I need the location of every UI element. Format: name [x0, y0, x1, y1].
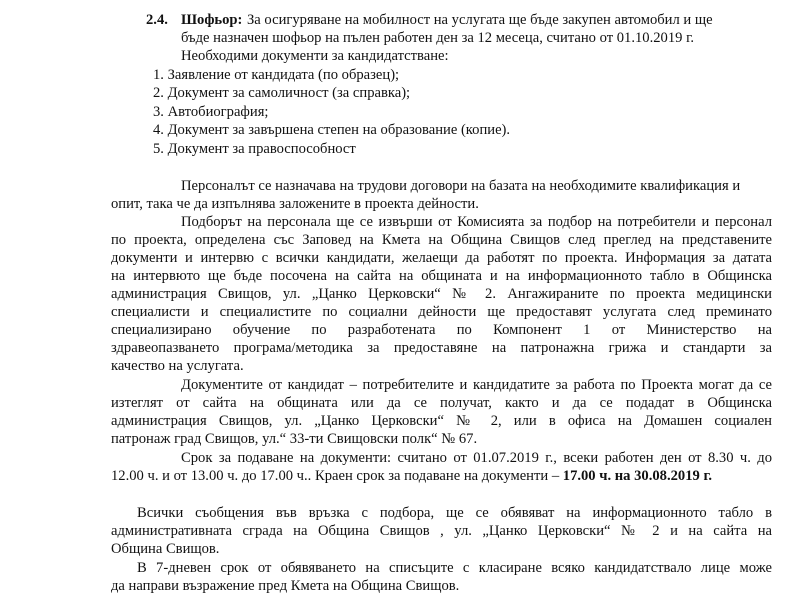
documents-from-line: патронаж град Свищов, ул.“ 33-ти Свищовски полк“ № 67.: [111, 431, 478, 447]
final-deadline: 17.00 ч. на 30.08.2019 г.: [562, 468, 713, 484]
objection-line: да направи възражение пред Кмета на Община Свищов.: [111, 578, 460, 594]
document-item: 3. Автобиография;: [153, 104, 269, 120]
documents-from-line: Документите от кандидат – потребителите и кандидатите за работа по Проекта могат да се: [181, 377, 772, 393]
document-item: 1. Заявление от кандидата (по образец);: [153, 67, 400, 83]
section-number: 2.4.: [146, 12, 168, 28]
selection-line: документи и интервю с всички кандидати, желаещи да работят по проекта. Информация за датата: [111, 250, 772, 266]
section-intro-line-2: бъде назначен шофьор на пълен работен ден за 12 месеца, считано от 01.10.2019 г.: [181, 30, 695, 46]
notices-line: Всички съобщения във връзка с подбора, ще се обявяват на информационното табло в: [137, 505, 772, 521]
selection-line: специализирано обучение по разработената по Компонент 1 от Министерство на: [111, 322, 772, 338]
objection-line: В 7-дневен срок от обявяването на списъците с класиране всяко кандидатствало лице може: [137, 560, 772, 576]
documents-from-line: администрация Свищов, ул. „Цанко Церковски“ № 2, или в офиса на Домашен социален: [111, 413, 772, 429]
deadline-line-2: [111, 468, 712, 485]
section-intro-line-1: За осигуряване на мобилност на услугата ще бъде закупен автомобил и ще: [247, 12, 713, 28]
selection-line: специалисти и специалистите по социални дейности ще предоставят услугата след преминато: [111, 304, 772, 320]
selection-line: администрация Свищов, ул. „Цанко Церковски“ № 2. Ангажираните по проекта медицински: [111, 286, 772, 302]
documents-from-line: изтеглят от сайта на общината или да се получат, както и да се подадат в Общинска: [111, 395, 772, 411]
selection-line: здравеопазването програма/методика за предоставяне на патронажна грижа и стандарти за: [111, 340, 772, 356]
selection-line: на интервюто ще бъде посочена на сайта на общината и на информационното табло в Общинска: [111, 268, 772, 284]
section-title: Шофьор:: [181, 12, 243, 28]
deadline-text: 12.00 ч. и от 13.00 ч. до 17.00 ч.. Краен срок за подаване на документи –: [111, 468, 563, 484]
deadline-line-1: Срок за подаване на документи: считано от 01.07.2019 г., всеки работен ден от 8.30 ч. до: [181, 450, 772, 466]
selection-line: Подборът на персонала ще се извърши от Комисията за подбор на потребители и персонал: [181, 214, 772, 230]
notices-line: административната сграда на Община Свищов , ул. „Цанко Церковски“ № 2 и на сайта на: [111, 523, 772, 539]
staff-line-1: Персоналът се назначава на трудови договори на базата на необходимите квалификация и: [181, 178, 741, 194]
documents-label: Необходими документи за кандидатстване:: [181, 48, 449, 64]
notices-line: Община Свищов.: [111, 541, 220, 557]
selection-line: по проекта, определена със Заповед на Кмета на Община Свищов след преглед на представените: [111, 232, 772, 248]
document-item: 2. Документ за самоличност (за справка);: [153, 85, 411, 101]
document-item: 4. Документ за завършена степен на образование (копие).: [153, 122, 511, 138]
staff-line-2: опит, така че да изпълнява заложените в проекта дейности.: [111, 196, 479, 212]
selection-line: качество на услугата.: [111, 358, 244, 374]
document-item: 5. Документ за правоспособност: [153, 141, 356, 157]
